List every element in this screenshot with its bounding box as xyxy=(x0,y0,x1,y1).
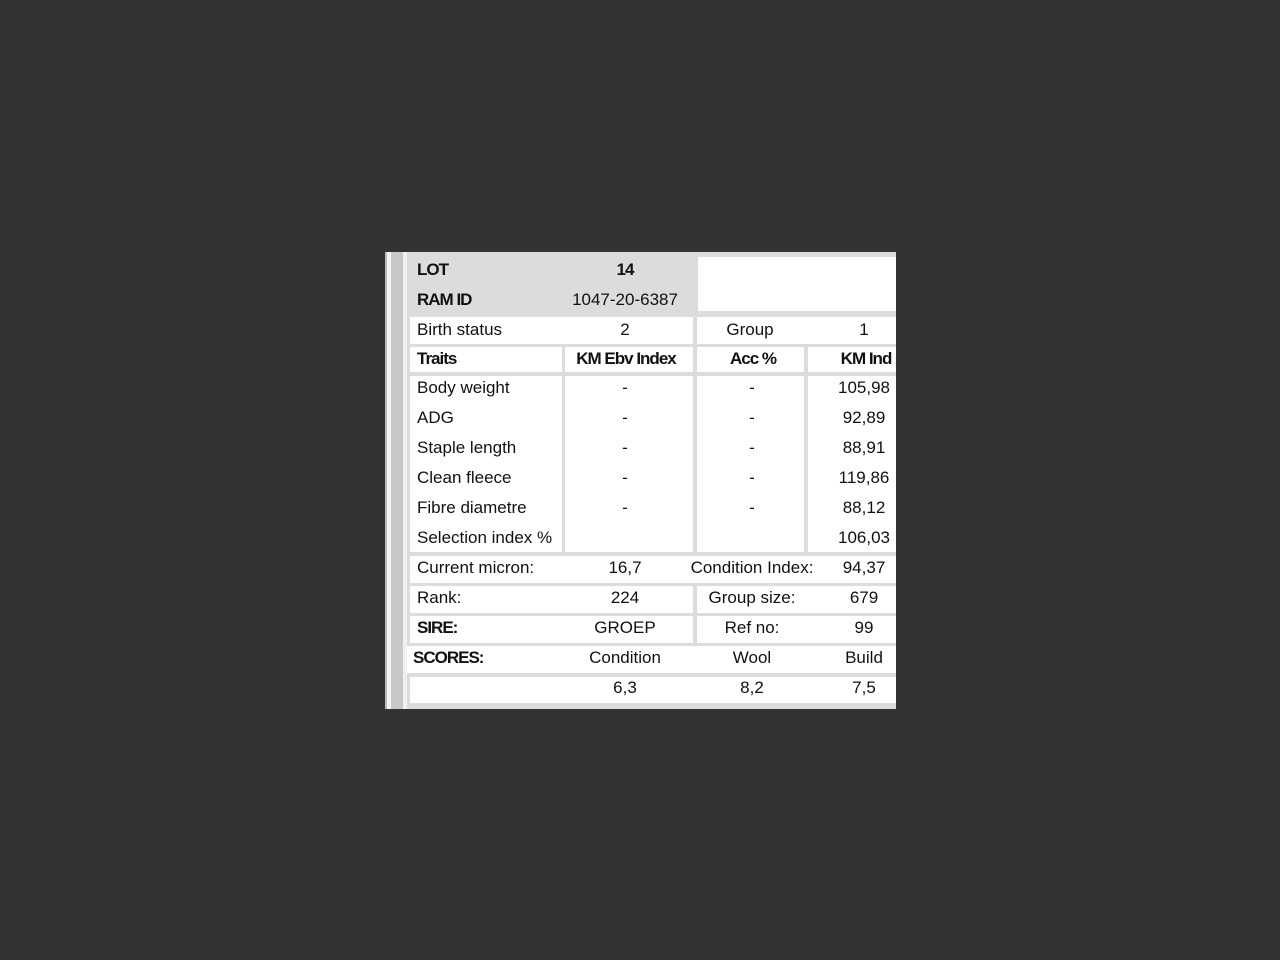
trait-ebv: - xyxy=(622,498,628,517)
trait-ebv: - xyxy=(622,378,628,397)
trait-ind: 88,12 xyxy=(842,498,886,517)
ram-id-label: RAM ID xyxy=(417,290,472,309)
wool-score-label: Wool xyxy=(732,648,772,667)
traits-column xyxy=(410,376,562,552)
ind-header: KM Ind xyxy=(840,349,892,368)
trait-acc: - xyxy=(749,468,755,487)
trait-ind: 92,89 xyxy=(842,408,886,427)
trait-ebv: - xyxy=(622,408,628,427)
trait-name: Fibre diametre xyxy=(417,498,527,517)
group-value: 1 xyxy=(859,320,869,339)
current-micron-label: Current micron: xyxy=(417,558,535,577)
trait-ind: 105,98 xyxy=(838,378,890,397)
group-label: Group xyxy=(726,320,774,339)
group-size-label: Group size: xyxy=(708,588,796,607)
trait-acc: - xyxy=(749,438,755,457)
trait-name: ADG xyxy=(417,408,454,427)
left-border xyxy=(391,252,403,709)
sire-label: SIRE: xyxy=(417,618,458,637)
ram-lot-card xyxy=(385,252,896,709)
trait-ind: 88,91 xyxy=(842,438,886,457)
build-score-label: Build xyxy=(845,648,883,667)
trait-ind: 106,03 xyxy=(838,528,890,547)
birth-status-label: Birth status xyxy=(417,320,503,339)
trait-ind: 119,86 xyxy=(838,468,890,487)
condition-score-label: Condition xyxy=(589,648,661,667)
blank-header-box xyxy=(698,257,896,311)
condition-index-label: Condition Index: xyxy=(690,558,814,577)
acc-header: Acc % xyxy=(729,349,777,368)
condition-score-value: 6,3 xyxy=(613,678,637,697)
condition-index-value: 94,37 xyxy=(842,558,886,577)
ref-no-label: Ref no: xyxy=(724,618,780,637)
trait-ebv: - xyxy=(622,438,628,457)
rank-label: Rank: xyxy=(417,588,462,607)
trait-ebv: - xyxy=(622,468,628,487)
ind-column xyxy=(808,376,896,552)
lot-number: 14 xyxy=(616,260,634,279)
acc-column xyxy=(697,376,804,552)
lot-label: LOT xyxy=(417,260,448,279)
traits-header: Traits xyxy=(417,349,457,368)
rank-value: 224 xyxy=(610,588,640,607)
trait-acc: - xyxy=(749,378,755,397)
scores-label: SCORES: xyxy=(413,648,484,667)
trait-name: Staple length xyxy=(417,438,517,457)
ram-id-value: 1047-20-6387 xyxy=(572,290,678,309)
trait-acc: - xyxy=(749,408,755,427)
build-score-value: 7,5 xyxy=(852,678,876,697)
trait-name: Clean fleece xyxy=(417,468,512,487)
ebv-header: KM Ebv Index xyxy=(576,349,676,368)
birth-status-value: 2 xyxy=(620,320,630,339)
scores-values-row xyxy=(410,677,896,703)
trait-name: Body weight xyxy=(417,378,510,397)
group-size-value: 679 xyxy=(849,588,879,607)
trait-acc: - xyxy=(749,498,755,517)
current-micron-value: 16,7 xyxy=(608,558,642,577)
wool-score-value: 8,2 xyxy=(740,678,764,697)
left-border xyxy=(403,252,407,709)
sire-value: GROEP xyxy=(594,618,656,637)
ref-no-value: 99 xyxy=(854,618,874,637)
ebv-column xyxy=(565,376,693,552)
trait-name: Selection index % xyxy=(417,528,553,547)
